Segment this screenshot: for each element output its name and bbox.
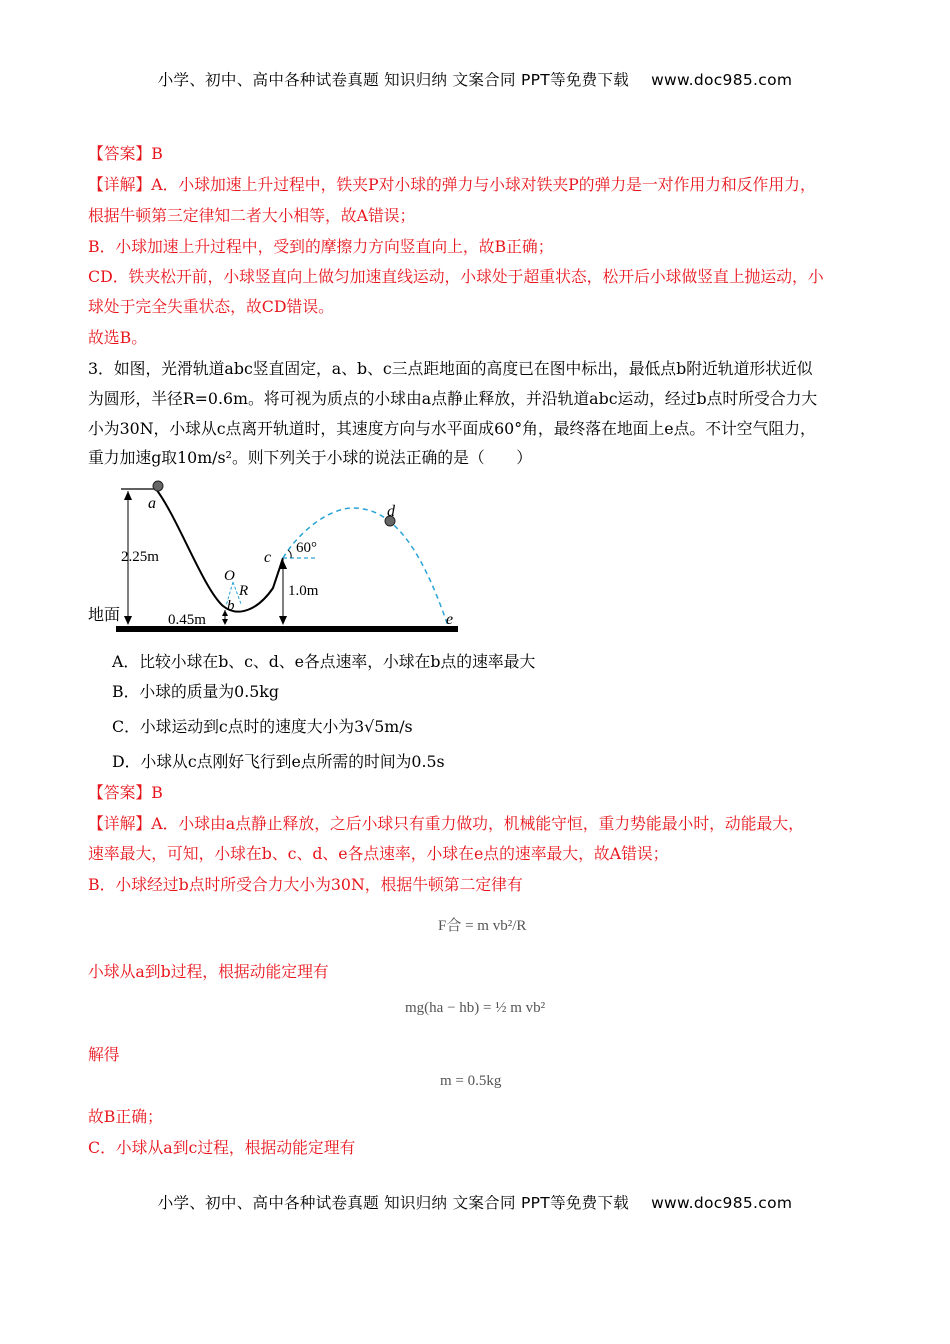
q3-detail-line1 — [88, 813, 804, 835]
q3-stem-line4: 重力加速g取10m/s²。则下列关于小球的说法正确的是（ ） — [88, 448, 533, 467]
label-a: a — [148, 495, 156, 512]
q2-detail-line6: 故选B。 — [88, 328, 147, 347]
label-R: R — [239, 583, 249, 599]
q2-detail-line4: CD．铁夹松开前，小球竖直向上做匀加速直线运动，小球处于超重状态，松开后小球做竖直上抛运动，小 — [88, 267, 824, 286]
ball-a — [153, 481, 163, 491]
equation-2: mg(ha − hb) = ½ m vb² — [405, 1000, 546, 1016]
header-text: 小学、初中、高中各种试卷真题 知识归纳 文案合同 PPT等免费下载 — [157, 71, 630, 89]
projectile-path — [283, 508, 448, 626]
q2-detail-line5: 球处于完全失重状态，故CD错误。 — [88, 297, 334, 316]
equation-3: m = 0.5kg — [440, 1073, 502, 1089]
page-footer — [0, 1191, 950, 1213]
q3-detail-line2: 速率最大，可知，小球在b、c、d、e各点速率，小球在e点的速率最大，故A错误； — [88, 844, 669, 863]
option-b: B．小球的质量为0.5kg — [112, 682, 279, 701]
q3-detail-line6: 故B正确； — [88, 1107, 163, 1126]
equation-1: F合 = m vb²/R — [438, 918, 527, 934]
track-figure — [88, 478, 468, 638]
header-url[interactable]: www.doc985.com — [651, 71, 793, 89]
label-O: O — [224, 568, 235, 584]
q3-stem-line1: 3．如图，光滑轨道abc竖直固定，a、b、c三点距地面的高度已在图中标出，最低点b附近轨道形状近似 — [88, 359, 813, 378]
angle-arc — [288, 550, 291, 558]
label-ground: 地面 — [88, 605, 121, 624]
label-hc: 1.0m — [288, 583, 319, 599]
detail-text: A．小球加速上升过程中，铁夹P对小球的弹力与小球对铁夹P的弹力是一对作用力和反作用力， — [151, 175, 816, 194]
option-d: D．小球从c点刚好飞行到e点所需的时间为0.5s — [112, 752, 445, 771]
q3-answer: 【答案】B — [88, 783, 163, 802]
label-d: d — [387, 503, 395, 520]
option-a: A．比较小球在b、c、d、e各点速率，小球在b点的速率最大 — [112, 652, 536, 671]
q3-detail-line7: C．小球从a到c过程，根据动能定理有 — [88, 1138, 356, 1157]
q2-detail-line1 — [88, 174, 816, 196]
q3-detail-line4: 小球从a到b过程，根据动能定理有 — [88, 962, 329, 981]
q2-answer: 【答案】B — [88, 144, 163, 163]
detail-label: 【详解】 — [88, 814, 152, 833]
label-e: e — [446, 611, 454, 628]
label-ha: 2.25m — [121, 549, 159, 565]
option-c: C．小球运动到c点时的速度大小为3√5m/s — [112, 717, 413, 736]
q3-stem-line3: 小为30N，小球从c点离开轨道时，其速度方向与水平面成60°角，最终落在地面上e点。不计空气阻力， — [88, 419, 816, 438]
q3-detail-line3: B．小球经过b点时所受合力大小为30N，根据牛顿第二定律有 — [88, 875, 523, 894]
footer-url[interactable]: www.doc985.com — [651, 1194, 793, 1212]
detail-text: A．小球由a点静止释放，之后小球只有重力做功，机械能守恒，重力势能最小时，动能最大， — [151, 814, 804, 833]
label-c: c — [264, 549, 272, 566]
q3-stem-line2: 为圆形，半径R=0.6m。将可视为质点的小球由a点静止释放，并沿轨道abc运动，经过b点时所受合力大 — [88, 389, 818, 408]
page-header — [0, 68, 950, 90]
footer-text: 小学、初中、高中各种试卷真题 知识归纳 文案合同 PPT等免费下载 — [157, 1194, 630, 1212]
label-angle: 60° — [296, 540, 317, 556]
label-hb: 0.45m — [168, 612, 206, 628]
q2-detail-line2: 根据牛顿第三定律知二者大小相等，故A错误； — [88, 206, 416, 225]
q3-detail-line5: 解得 — [88, 1045, 120, 1064]
q2-detail-line3: B．小球加速上升过程中，受到的摩擦力方向竖直向上，故B正确； — [88, 237, 554, 256]
label-b: b — [227, 598, 235, 614]
detail-label: 【详解】 — [88, 175, 152, 194]
